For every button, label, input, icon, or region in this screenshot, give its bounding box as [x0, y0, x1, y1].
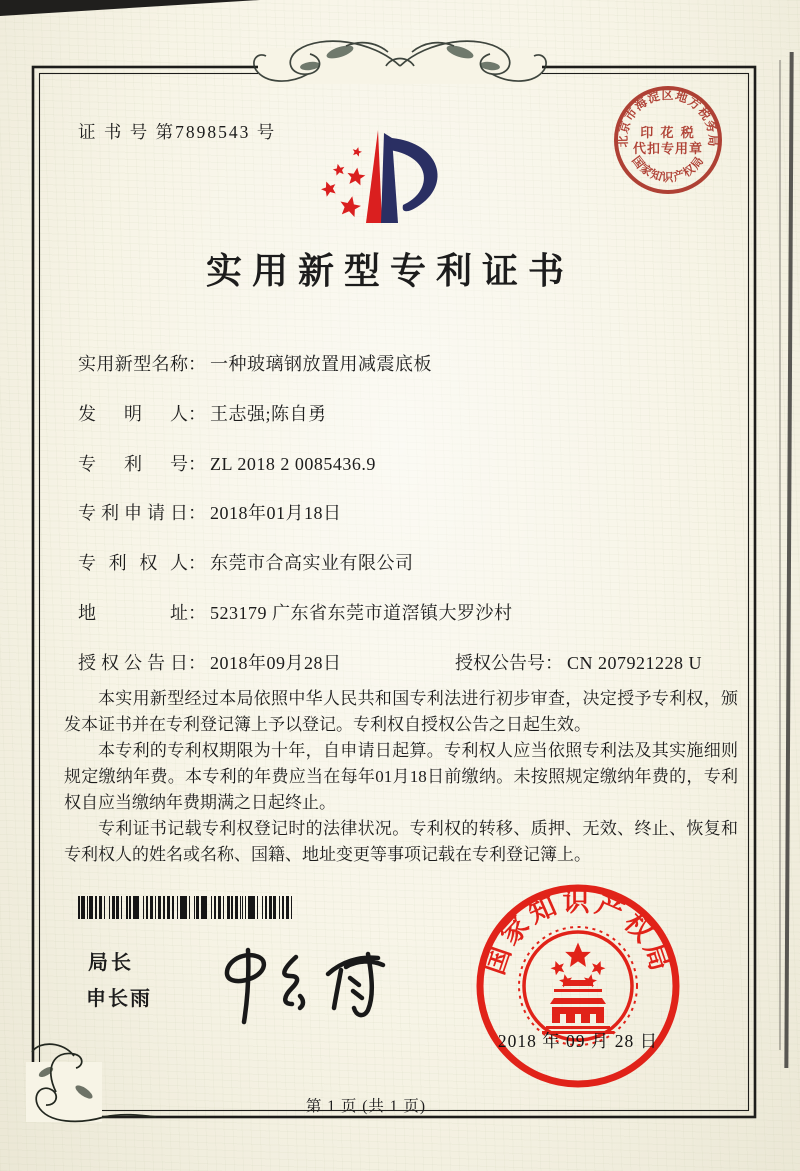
field-row-inventors: 发明人： 王志强;陈自勇: [78, 400, 718, 450]
field-row-patentee: 专利权人： 东莞市合高实业有限公司: [78, 549, 718, 599]
seal-date: 2018 年 09 月 28 日: [497, 1031, 659, 1051]
field-label: 专利号: [78, 453, 188, 474]
field-value: 一种玻璃钢放置用减震底板: [210, 354, 432, 374]
field-row-patent-number: 专利号： ZL 2018 2 0085436.9: [78, 450, 718, 500]
cnipa-official-seal: [470, 878, 686, 1094]
field-value: ZL 2018 2 0085436.9: [210, 453, 376, 474]
logo-red-wedge: [366, 130, 382, 223]
tax-stamp-center-line2: 代扣专用章: [632, 141, 704, 156]
svg-text:国家知识产权局: [629, 153, 707, 184]
top-center-ornament: [254, 41, 546, 84]
field-value: 2018年09月28日: [210, 652, 342, 673]
field-label: 地址: [78, 602, 188, 623]
field-value: 523179 广东省东莞市道滘镇大罗沙村: [210, 602, 513, 623]
field-label: 专利申请日: [78, 503, 188, 524]
commissioner-name: 申长雨: [86, 988, 152, 1010]
field-row-grant-date: 授权公告日： 2018年09月28日 授权公告号： CN 207921228 U: [78, 649, 718, 699]
field-value: 东莞市合高实业有限公司: [210, 553, 414, 574]
commissioner-title: 局长: [88, 952, 134, 974]
field-row-filing-date: 专利申请日： 2018年01月18日: [78, 499, 718, 549]
tax-stamp-seal: [610, 82, 726, 198]
tax-stamp-center-line1: 印 花 税: [640, 125, 696, 140]
field-label: 授权公告日: [78, 652, 188, 673]
field-row-address: 地址： 523179 广东省东莞市道滘镇大罗沙村: [78, 599, 718, 649]
seal-arc-text: 国家知识产权局: [479, 886, 677, 979]
cnipa-patent-logo: [305, 110, 495, 240]
certificate-number: 证 书 号 第7898543 号: [78, 122, 277, 142]
field-value: CN 207921228 U: [567, 652, 703, 673]
body-paragraph-3: 专利证书记载专利权登记时的法律状况。专利权的转移、质押、无效、终止、恢复和专利权人的姓名或名称、国籍、地址变更等事项记载在专利登记簿上。: [64, 819, 738, 864]
field-label: 授权公告号: [455, 652, 545, 673]
field-label: 实用新型名称: [78, 354, 188, 374]
tax-stamp-arc-bottom-text: 国家知识产权局: [629, 154, 707, 185]
page-footer: 第 1 页 (共 1 页): [305, 1098, 427, 1115]
field-label: 专利权人: [78, 553, 188, 574]
certificate-fields: [78, 350, 718, 699]
field-row-utility-model-name: 实用新型名称： 一种玻璃钢放置用减震底板: [78, 350, 718, 400]
certificate-title: 实用新型专利证书: [205, 251, 574, 291]
body-paragraph-2: 本专利的专利权期限为十年，自申请日起算。专利权人应当依照专利法及其实施细则规定缴纳年费。本专利的年费应当在每年01月18日前缴纳。未按照规定缴纳年费的，专利权自应当缴纳年费期满之日起终止。: [64, 741, 738, 812]
field-grant-number: 授权公告号： CN 207921228 U: [455, 652, 703, 673]
field-value: 王志强;陈自勇: [210, 403, 327, 424]
body-paragraph-1: 本实用新型经过本局依照中华人民共和国专利法进行初步审查，决定授予专利权，颁发本证书并在专利登记簿上予以登记。专利权自授权公告之日起生效。: [64, 689, 738, 734]
logo-stars: [319, 146, 366, 218]
certificate-body-text: [64, 686, 738, 868]
logo-letter-p: [381, 133, 438, 223]
field-value: 2018年01月18日: [210, 503, 342, 524]
field-label: 发明人: [78, 403, 188, 424]
tax-stamp-arc-top-text: 北京市海淀区地方税务局: [615, 87, 721, 148]
commissioner-signature: [196, 912, 446, 1027]
